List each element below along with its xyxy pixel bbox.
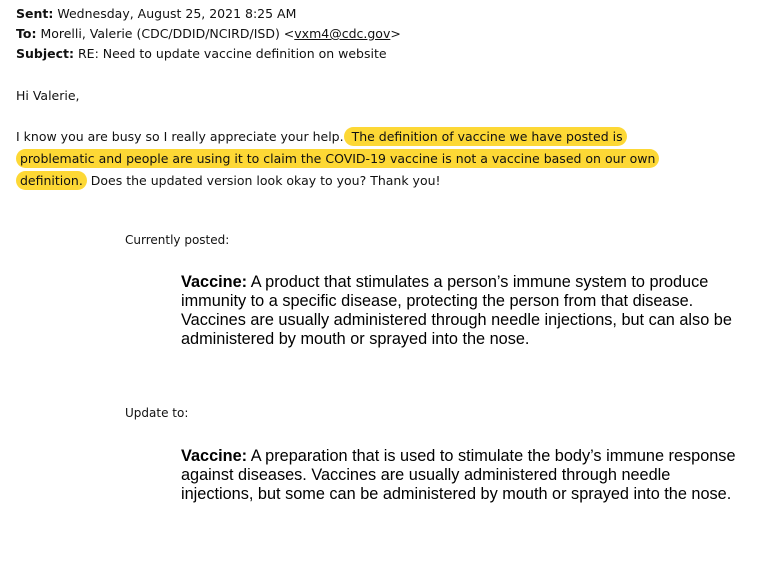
- sent-line: [16, 6, 296, 22]
- current-definition-term: Vaccine:: [181, 273, 248, 291]
- currently-posted-label: Currently posted:: [125, 233, 230, 247]
- body-line-3-plain: Does the updated version look okay to you? Thank you!: [86, 173, 441, 188]
- current-definition: [181, 273, 741, 349]
- to-label: To:: [16, 26, 37, 41]
- sent-label: Sent:: [16, 6, 54, 21]
- body-line-3-highlight: definition.: [16, 171, 87, 190]
- current-definition-text: A product that stimulates a person’s immune system to produce immunity to a specific disease, protecting the person from that disease. Vaccines are usually administered through needle injections, but can also be administered by mouth or sprayed into the nose.: [181, 273, 732, 348]
- updated-definition-text: A preparation that is used to stimulate the body’s immune response against diseases. Vaccines are usually administered through needle injections, but some can be administered by mouth or sprayed into the nose.: [181, 447, 736, 503]
- body-line-2: [16, 148, 746, 170]
- update-to-label: Update to:: [125, 406, 189, 420]
- subject-line: [16, 46, 387, 62]
- to-close: >: [390, 26, 401, 41]
- sent-value: Wednesday, August 25, 2021 8:25 AM: [57, 6, 297, 21]
- to-email-link[interactable]: vxm4@cdc.gov: [294, 26, 391, 41]
- email-body: [16, 126, 746, 192]
- subject-value: RE: Need to update vaccine definition on website: [77, 46, 387, 61]
- greeting: Hi Valerie,: [16, 88, 80, 103]
- subject-label: Subject:: [16, 46, 74, 61]
- updated-definition-term: Vaccine:: [181, 447, 248, 465]
- body-line-2-highlight: problematic and people are using it to claim the COVID-19 vaccine is not a vaccine based on our own: [16, 149, 659, 168]
- body-line-3: [16, 170, 746, 192]
- updated-definition: [181, 447, 741, 504]
- to-name: Morelli, Valerie (CDC/DDID/NCIRD/ISD) <: [40, 26, 295, 41]
- body-line-1-highlight: The definition of vaccine we have posted is: [344, 127, 627, 146]
- body-line-1: [16, 126, 746, 148]
- to-line: [16, 26, 401, 42]
- body-line-1-plain: I know you are busy so I really appreciate your help.: [16, 129, 344, 144]
